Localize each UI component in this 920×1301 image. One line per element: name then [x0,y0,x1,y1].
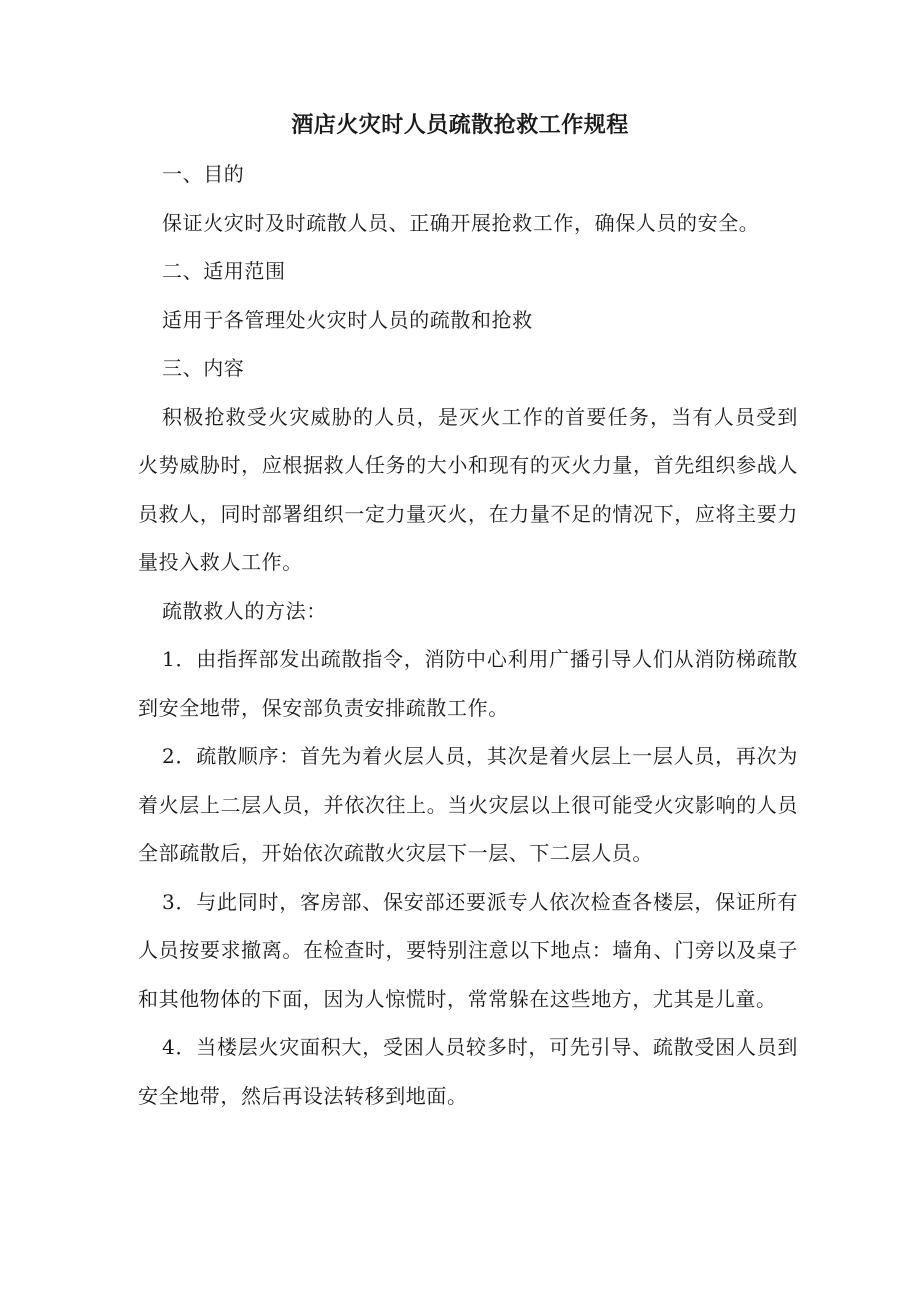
methods-heading: 疏散救人的方法： [162,598,327,623]
document-title: 酒店火灾时人员疏散抢救工作规程 [291,112,629,138]
content-intro: 积极抢救受火灾威胁的人员，是灭火工作的首要任务，当有人员受到火势威胁时，应根据救人任务的大小和现有的灭火力量，首先组织参战人员救人，同时部署组织一定力量灭火，在力量不足的情况下，应将主要力量投入救人工作。 [138,404,798,574]
method-item-4: 4．当楼层火灾面积大，受困人员较多时，可先引导、疏散受困人员到安全地带，然后再设法转移到地面。 [138,1035,798,1108]
method-item-1: 1．由指挥部发出疏散指令，消防中心利用广播引导人们从消防梯疏散到安全地带，保安部负责安排疏散工作。 [138,647,798,720]
content-heading: 三、内容 [162,356,245,380]
document-body [138,150,798,1120]
method-item-3: 3．与此同时，客房部、保安部还要派专人依次检查各楼层，保证所有人员按要求撤离。在检查时，要特别注意以下地点：墙角、门旁以及桌子和其他物体的下面，因为人惊慌时，常常躲在这些地方，尤其是儿童。 [138,889,798,1011]
scope-heading: 二、适用范围 [162,259,286,283]
scope-text: 适用于各管理处火灾时人员的疏散和抢救 [162,307,533,332]
purpose-heading: 一、目的 [162,162,245,186]
method-item-2: 2．疏散顺序：首先为着火层人员，其次是着火层上一层人员，再次为着火层上二层人员，并依次往上。当火灾层以上很可能受火灾影响的人员全部疏散后，开始依次疏散火灾层下一层、下二层人员。 [138,744,798,865]
purpose-text: 保证火灾时及时疏散人员、正确开展抢救工作，确保人员的安全。 [162,210,760,235]
